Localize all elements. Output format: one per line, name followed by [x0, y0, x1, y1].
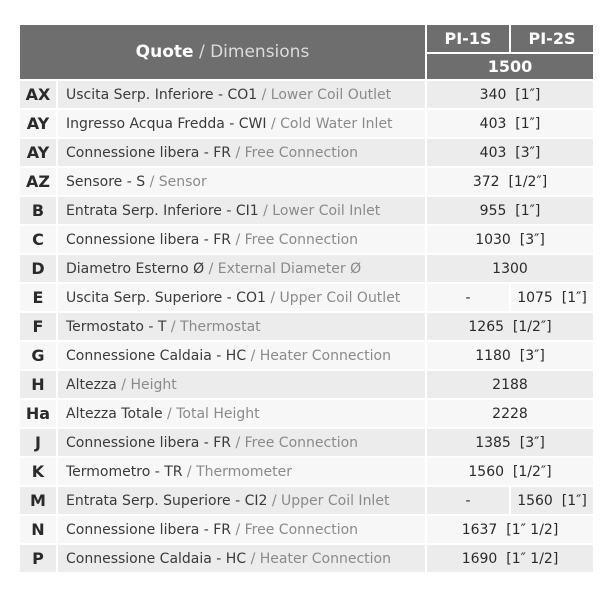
table-row: [20, 458, 593, 485]
table-row: [20, 226, 593, 253]
row-description: [58, 458, 425, 485]
row-description: [58, 110, 425, 137]
row-code: AY: [20, 139, 56, 166]
row-description-en: / Upper Coil Inlet: [267, 492, 390, 509]
row-description: [58, 197, 425, 224]
row-value-pi-1s: -: [427, 487, 509, 514]
header-title-separator: /: [193, 42, 211, 62]
table-row: [20, 168, 593, 195]
row-description-en: / Sensor: [145, 173, 207, 190]
row-code: D: [20, 255, 56, 282]
table-row: [20, 110, 593, 137]
row-description-it: Altezza: [66, 376, 117, 393]
row-description-it: Ingresso Acqua Fredda - CWI: [66, 115, 267, 132]
row-description-en: / Height: [116, 376, 177, 393]
row-value: 1180 [3″]: [427, 342, 593, 369]
row-description: [58, 487, 425, 514]
row-value: 372 [1/2″]: [427, 168, 593, 195]
row-value: 1030 [3″]: [427, 226, 593, 253]
row-description: [58, 545, 425, 572]
row-description-it: Connessione libera - FR: [66, 231, 232, 248]
row-description-it: Entrata Serp. Inferiore - CI1: [66, 202, 259, 219]
row-description-en: / Free Connection: [231, 144, 359, 161]
model-header-pi-1s: PI-1S: [427, 25, 509, 52]
row-description-it: Connessione Caldaia - HC: [66, 347, 247, 364]
row-code: Ha: [20, 400, 56, 427]
row-description-it: Termostato - T: [66, 318, 167, 335]
row-description: [58, 226, 425, 253]
table-row: [20, 487, 593, 514]
row-code: G: [20, 342, 56, 369]
row-description-en: / Cold Water Inlet: [266, 115, 393, 132]
row-code: H: [20, 371, 56, 398]
row-code: AZ: [20, 168, 56, 195]
row-description: [58, 81, 425, 108]
row-description: [58, 429, 425, 456]
row-description-en: / Upper Coil Outlet: [265, 289, 401, 306]
row-value-pi-1s: -: [427, 284, 509, 311]
capacity-header: 1500: [427, 54, 593, 79]
row-value: 403 [3″]: [427, 139, 593, 166]
row-value: 2188: [427, 371, 593, 398]
table-row: [20, 81, 593, 108]
row-description-en: / Free Connection: [231, 434, 359, 451]
table-row: [20, 545, 593, 572]
header-title-en: Dimensions: [210, 42, 310, 62]
row-description-en: / Heater Connection: [246, 550, 391, 567]
row-value: 955 [1″]: [427, 197, 593, 224]
row-code: J: [20, 429, 56, 456]
row-description-it: Altezza Totale: [66, 405, 163, 422]
row-description-en: / Free Connection: [231, 521, 359, 538]
row-description-en: / Lower Coil Outlet: [257, 86, 392, 103]
row-description-en: / Lower Coil Inlet: [258, 202, 381, 219]
row-code: AX: [20, 81, 56, 108]
table-row: [20, 400, 593, 427]
row-code: AY: [20, 110, 56, 137]
row-description: [58, 255, 425, 282]
row-value: 1690 [1″ 1/2]: [427, 545, 593, 572]
row-description-en: / Total Height: [162, 405, 260, 422]
row-description: [58, 313, 425, 340]
row-value: 403 [1″]: [427, 110, 593, 137]
row-description-it: Uscita Serp. Superiore - CO1: [66, 289, 266, 306]
row-description-en: / Thermostat: [166, 318, 261, 335]
model-header-pi-2s: PI-2S: [511, 25, 593, 52]
row-code: K: [20, 458, 56, 485]
row-description: [58, 284, 425, 311]
table-header: [20, 25, 593, 79]
row-description: [58, 342, 425, 369]
row-description-it: Connessione libera - FR: [66, 521, 232, 538]
table-row: [20, 429, 593, 456]
row-description: [58, 168, 425, 195]
table-row: [20, 371, 593, 398]
row-value: 1265 [1/2″]: [427, 313, 593, 340]
row-code: N: [20, 516, 56, 543]
row-description-it: Connessione Caldaia - HC: [66, 550, 247, 567]
row-description: [58, 400, 425, 427]
row-description-en: / Free Connection: [231, 231, 359, 248]
row-value: 1560 [1/2″]: [427, 458, 593, 485]
row-value-pi-2s: 1075 [1″]: [511, 284, 593, 311]
row-value: 1300: [427, 255, 593, 282]
row-value: 2228: [427, 400, 593, 427]
row-description-it: Diametro Esterno Ø: [66, 260, 205, 277]
table-row: [20, 516, 593, 543]
table-body: [20, 81, 593, 574]
row-code: P: [20, 545, 56, 572]
table-row: [20, 255, 593, 282]
row-description-en: / Heater Connection: [246, 347, 391, 364]
row-description-it: Sensore - S: [66, 173, 146, 190]
row-value-pi-2s: 1560 [1″]: [511, 487, 593, 514]
table-row: [20, 139, 593, 166]
table-row: [20, 313, 593, 340]
table-row: [20, 197, 593, 224]
row-value: 340 [1″]: [427, 81, 593, 108]
row-code: F: [20, 313, 56, 340]
row-description-it: Uscita Serp. Inferiore - CO1: [66, 86, 258, 103]
row-value: 1385 [3″]: [427, 429, 593, 456]
row-description-it: Termometro - TR: [66, 463, 183, 480]
row-description-it: Connessione libera - FR: [66, 434, 232, 451]
row-description-en: / Thermometer: [182, 463, 292, 480]
row-description: [58, 516, 425, 543]
row-code: C: [20, 226, 56, 253]
header-title: [20, 25, 425, 79]
row-code: E: [20, 284, 56, 311]
table-row: [20, 284, 593, 311]
row-code: M: [20, 487, 56, 514]
row-description-it: Entrata Serp. Superiore - CI2: [66, 492, 268, 509]
row-value: 1637 [1″ 1/2]: [427, 516, 593, 543]
table-row: [20, 342, 593, 369]
header-title-it: Quote: [135, 42, 194, 62]
dimensions-table: [20, 25, 593, 568]
row-code: B: [20, 197, 56, 224]
row-description-it: Connessione libera - FR: [66, 144, 232, 161]
row-description-en: / External Diameter Ø: [204, 260, 362, 277]
row-description: [58, 371, 425, 398]
row-description: [58, 139, 425, 166]
